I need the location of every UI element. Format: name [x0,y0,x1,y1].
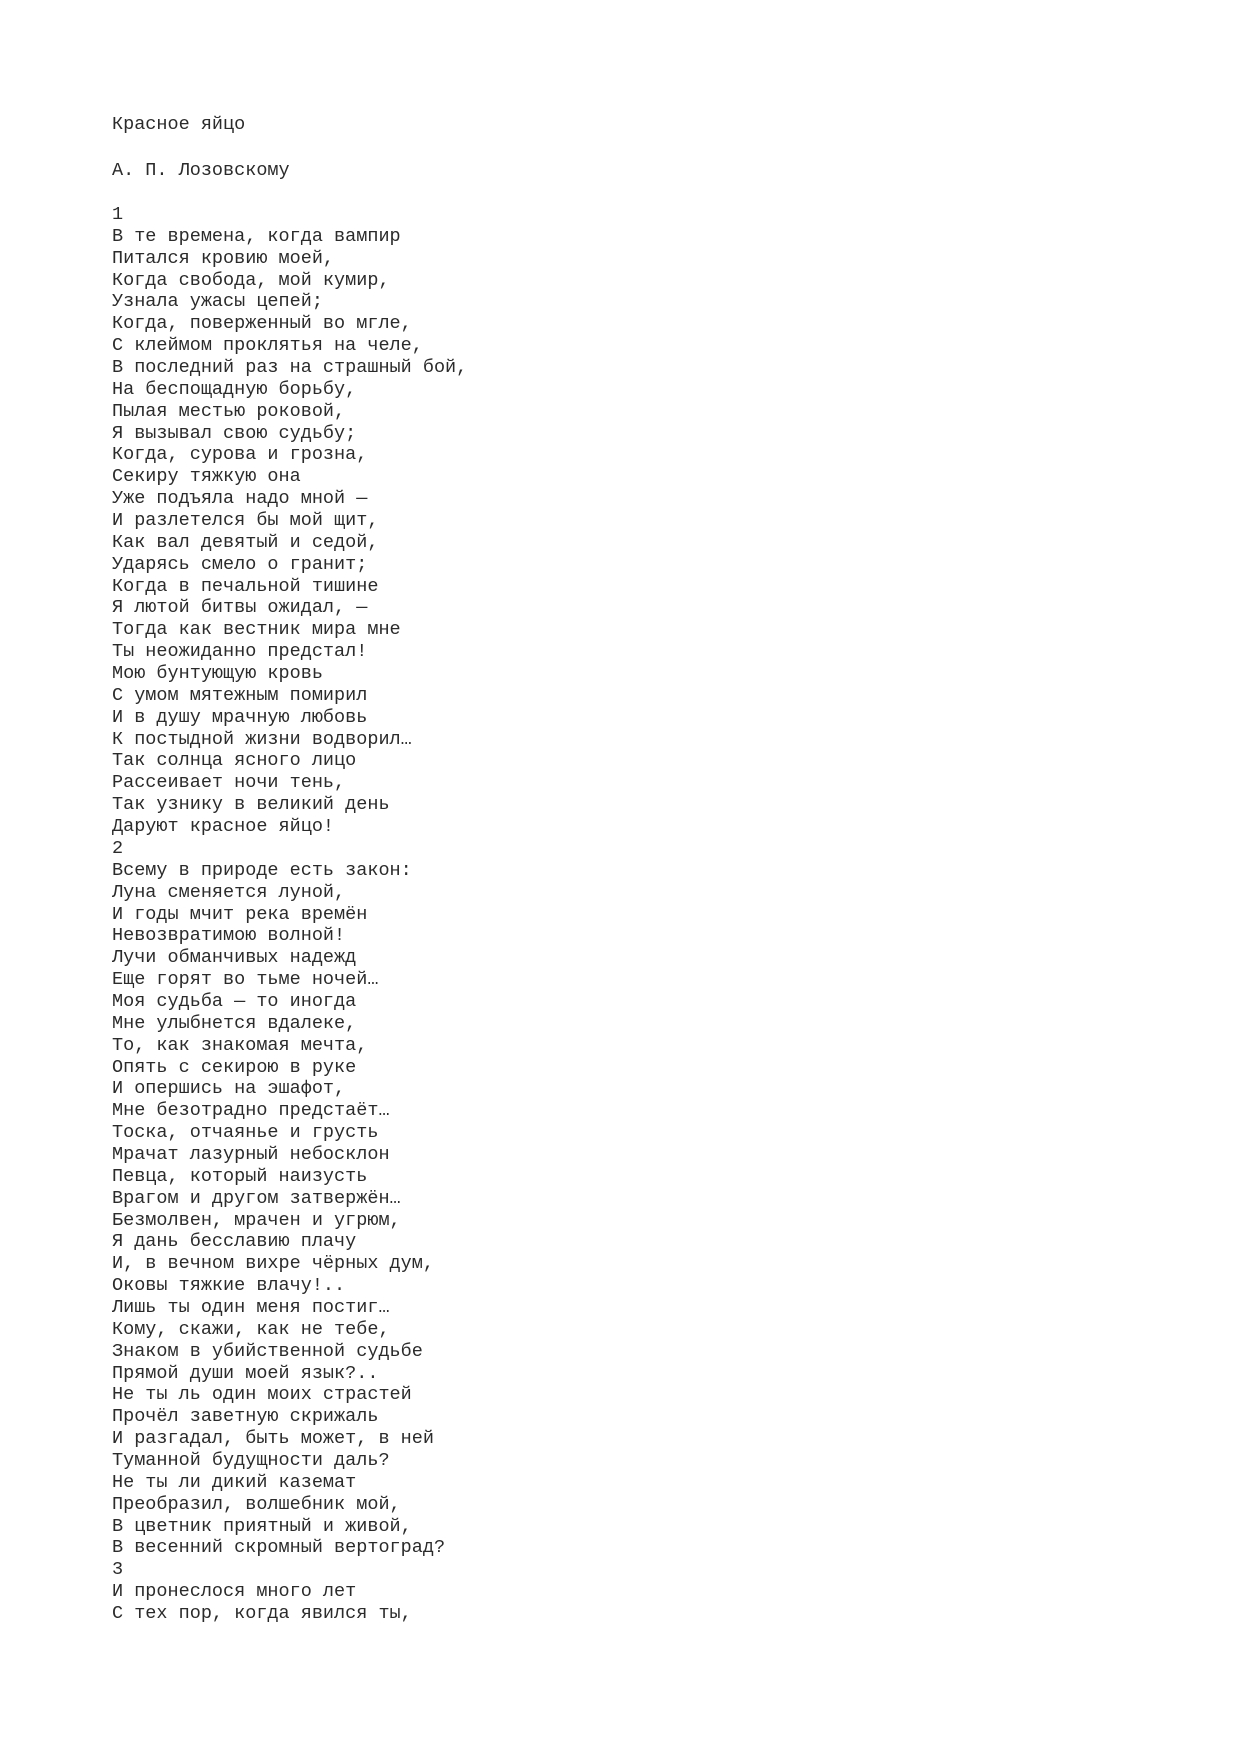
poem-line: Мне безотрадно предстаёт… [112,1100,390,1122]
poem-line: Всему в природе есть закон: [112,859,412,881]
poem-line: Оковы тяжкие влачу!.. [112,1275,346,1297]
poem-line: Так узнику в великий день [112,794,390,816]
poem-line: Луна сменяется луной, [112,881,346,903]
poem-line: В последний раз на страшный бой, [112,357,468,379]
poem-line: Уже подъяла надо мной — [112,488,368,510]
poem-line: Моя судьба — то иногда [112,990,357,1012]
poem-line: Узнала ужасы цепей; [112,291,323,313]
poem-line: Туманной будущности даль? [112,1449,390,1471]
poem-line: Певца, который наизусть [112,1165,368,1187]
poem-line: В весенний скромный вертоград? [112,1537,446,1559]
poem-content [112,114,1162,1624]
poem-line: Так солнца ясного лицо [112,750,357,772]
poem-line: Не ты ль один моих страстей [112,1384,412,1406]
poem-line: И в душу мрачную любовь [112,706,368,728]
poem-line: В те времена, когда вампир [112,225,401,247]
poem-line: Тоска, отчаянье и грусть [112,1122,379,1144]
poem-line: Преобразил, волшебник мой, [112,1493,401,1515]
poem-line: Когда, поверженный во мгле, [112,313,412,335]
poem-line: Лишь ты один меня постиг… [112,1296,390,1318]
poem-line: И разлетелся бы мой щит, [112,510,379,532]
poem-line: С умом мятежным помирил [112,684,368,706]
poem-line: И пронеслося много лет [112,1581,357,1603]
poem-title: Красное яйцо [112,114,246,135]
poem-line: Секиру тяжкую она [112,466,301,488]
poem-line: Мне улыбнется вдалеке, [112,1012,357,1034]
poem-line: Тогда как вестник мира мне [112,619,401,641]
poem-line: Я дань бесславию плачу [112,1231,357,1253]
poem-line: Опять с секирою в руке [112,1056,357,1078]
poem-line: 2 [112,837,124,859]
poem-line: На беспощадную борьбу, [112,378,357,400]
poem-line: Когда в печальной тишине [112,575,379,597]
poem-line: К постыдной жизни водворил… [112,728,412,750]
poem-line: 1 [112,204,124,225]
poem-line: Питался кровию моей, [112,247,335,269]
poem-line: Лучи обманчивых надежд [112,947,357,969]
poem-line: Знаком в убийственной судьбе [112,1340,423,1362]
poem-line: Как вал девятый и седой, [112,531,379,553]
poem-line: В цветник приятный и живой, [112,1515,412,1537]
poem-line: С клеймом проклятья на челе, [112,335,423,357]
poem-line: Я лютой битвы ожидал, — [112,597,368,619]
poem-line: Я вызывал свою судьбу; [112,422,357,444]
poem-line: То, как знакомая мечта, [112,1034,368,1056]
poem-line: Мою бунтующую кровь [112,663,323,685]
poem-dedication: А. П. Лозовскому [112,160,290,181]
poem-line: И опершись на эшафот, [112,1078,346,1100]
poem-line: Рассеивает ночи тень, [112,772,346,794]
poem-line: С тех пор, когда явился ты, [112,1603,412,1624]
poem-line: Ты неожиданно предстал! [112,641,368,663]
poem-line: Пылая местью роковой, [112,400,346,422]
poem-line: Прямой души моей язык?.. [112,1362,379,1384]
poem-line: Врагом и другом затвержён… [112,1187,401,1209]
poem-line: Кому, скажи, как не тебе, [112,1318,390,1340]
poem-line: Мрачат лазурный небосклон [112,1143,390,1165]
poem-line: Невозвратимою волной! [112,925,346,947]
poem-line: Безмолвен, мрачен и угрюм, [112,1209,401,1231]
poem-line: Не ты ли дикий каземат [112,1471,357,1493]
poem-line: Когда, сурова и грозна, [112,444,368,466]
poem-line: 3 [112,1559,124,1581]
poem-line: И, в вечном вихре чёрных дум, [112,1253,434,1275]
poem-line: И годы мчит река времён [112,903,368,925]
poem-lines [112,204,467,1625]
poem-line: Когда свобода, мой кумир, [112,269,390,291]
poem-line: Даруют красное яйцо! [112,816,335,838]
poem-line: И разгадал, быть может, в ней [112,1428,434,1450]
poem-line: Ударясь смело о гранит; [112,553,368,575]
poem-line: Еще горят во тьме ночей… [112,969,379,991]
poem-line: Прочёл заветную скрижаль [112,1406,379,1428]
